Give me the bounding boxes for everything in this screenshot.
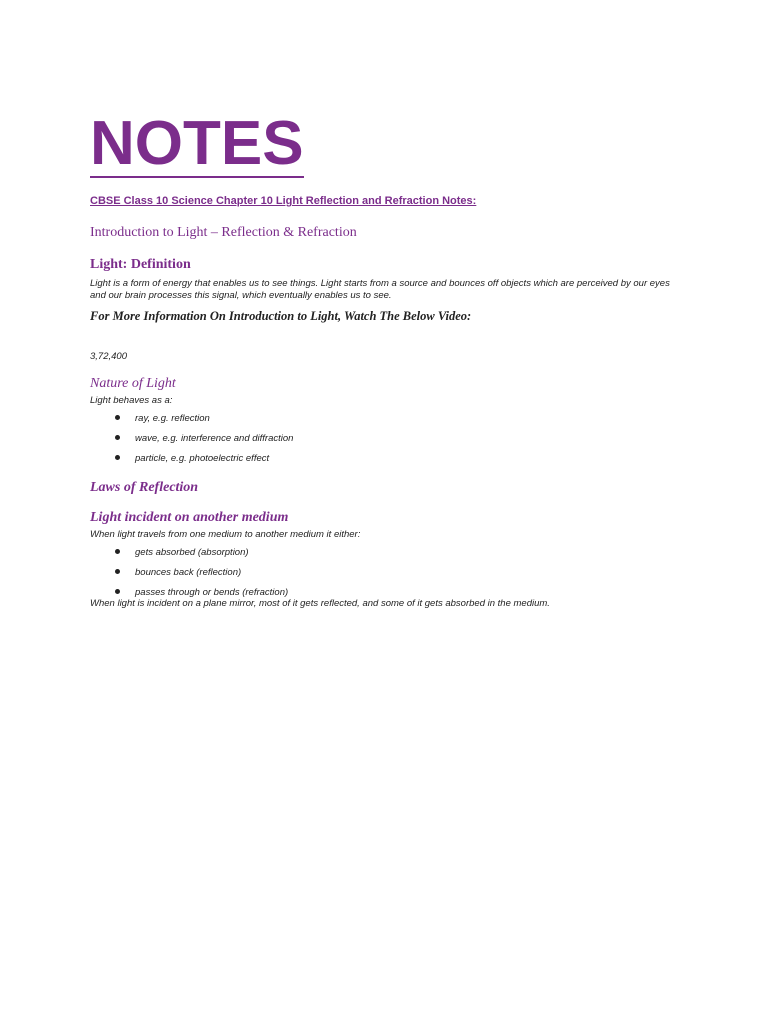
list-item-text: bounces back (reflection)	[135, 567, 242, 578]
bullet-icon	[115, 589, 120, 594]
medium-list	[90, 541, 680, 601]
nature-list	[90, 407, 680, 467]
video-info-heading: For More Information On Introduction to Light, Watch The Below Video:	[90, 309, 472, 323]
list-item	[90, 541, 680, 561]
nature-heading: Nature of Light	[90, 376, 176, 391]
list-item-text: ray, e.g. reflection	[135, 413, 210, 424]
list-item	[90, 427, 680, 447]
list-item	[90, 407, 680, 427]
list-item	[90, 581, 680, 601]
bullet-icon	[115, 415, 120, 420]
bullet-icon	[115, 569, 120, 574]
incident-heading: Light incident on another medium	[90, 510, 289, 525]
list-item-text: particle, e.g. photoelectric effect	[135, 453, 270, 464]
laws-heading: Laws of Reflection	[90, 480, 199, 495]
medium-paragraph: When light travels from one medium to another medium it either:	[90, 529, 361, 540]
list-item-text: wave, e.g. interference and diffraction	[135, 433, 294, 444]
document-content	[90, 109, 680, 610]
intro-heading: Introduction to Light – Reflection & Refraction	[90, 225, 357, 240]
chapter-notes-link[interactable]: CBSE Class 10 Science Chapter 10 Light Reflection and Refraction Notes:	[90, 195, 477, 207]
definition-paragraph: Light is a form of energy that enables us to see things. Light starts from a source and bounces off objects which are perceived by our eyes and our brain processes this signal, which eventually enables us to see.	[90, 278, 670, 301]
bullet-icon	[115, 455, 120, 460]
bullet-icon	[115, 435, 120, 440]
list-item	[90, 561, 680, 581]
view-count: 3,72,400	[90, 351, 127, 362]
list-item	[90, 447, 680, 467]
list-item-text: passes through or bends (refraction)	[135, 587, 289, 598]
page-title: NOTES	[90, 109, 304, 178]
bullet-icon	[115, 549, 120, 554]
behaves-paragraph: Light behaves as a:	[90, 395, 173, 406]
mirror-paragraph: When light is incident on a plane mirror, most of it gets reflected, and some of it gets absorbed in the medium.	[90, 598, 550, 609]
list-item-text: gets absorbed (absorption)	[135, 547, 249, 558]
definition-heading: Light: Definition	[90, 257, 191, 272]
